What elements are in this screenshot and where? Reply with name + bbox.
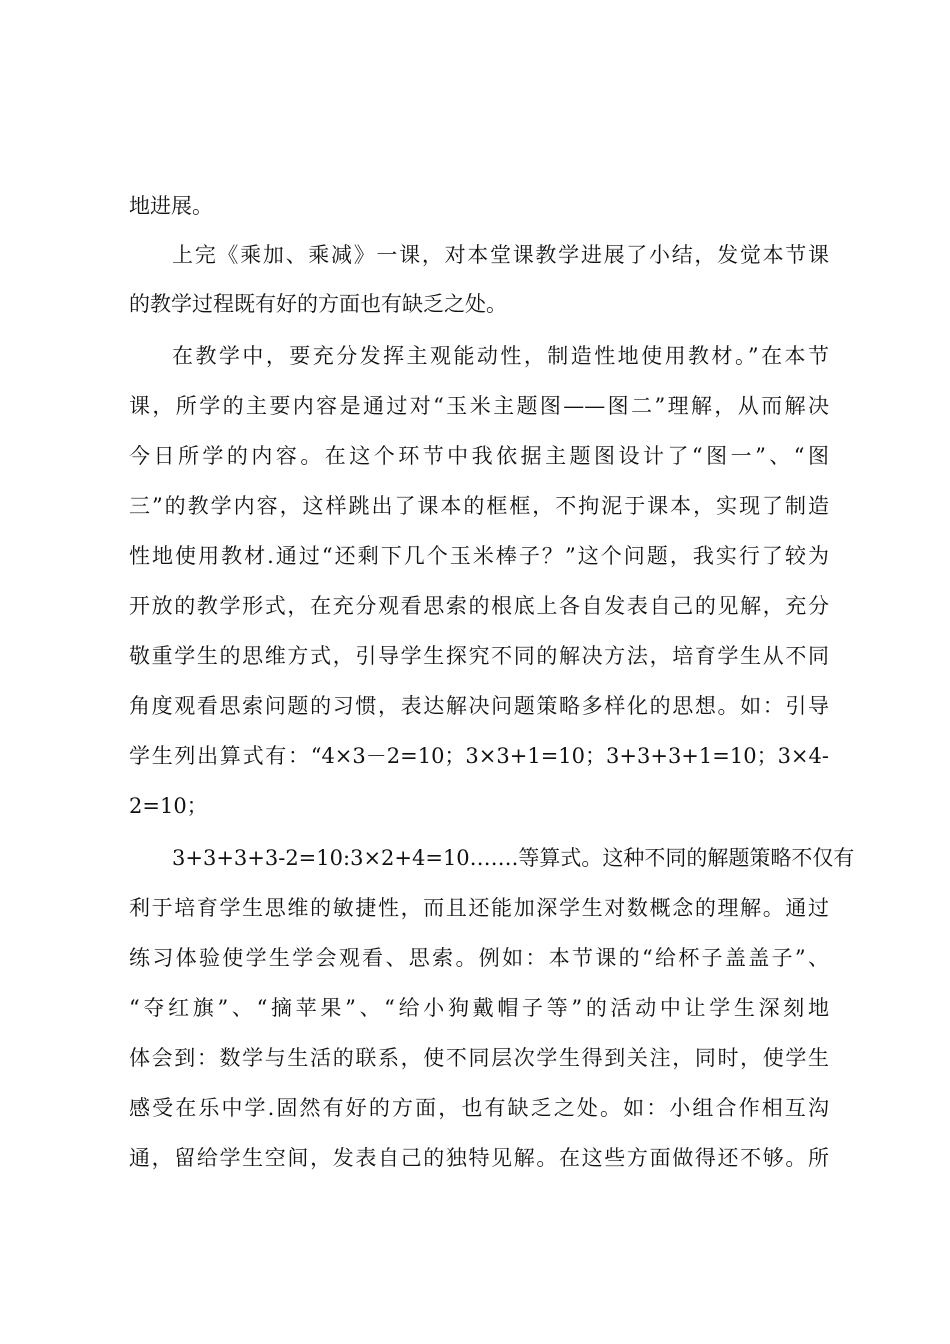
paragraph-line-5: 课，所学的主要内容是通过对“玉米主题图——图二”理解，从而解决 — [129, 394, 829, 418]
paragraph-line-9: 开放的教学形式，在充分观看思索的根底上各自发表自己的见解，充分 — [129, 594, 829, 618]
paragraph-line-1: 地进展。 — [129, 194, 213, 218]
paragraph-line-15: 利于培育学生思维的敏捷性，而且还能加深学生对数概念的理解。通过 — [129, 896, 829, 920]
paragraph-line-12: 学生列出算式有：“4×3－2=10；3×3+1=10；3+3+3+1=10；3×4- — [129, 744, 829, 768]
paragraph-line-4: 在教学中，要充分发挥主观能动性，制造性地使用教材。”在本节 — [172, 344, 829, 368]
paragraph-line-6: 今日所学的内容。在这个环节中我依据主题图设计了“图一”、“图 — [129, 444, 829, 468]
paragraph-line-16: 练习体验使学生学会观看、思索。例如：本节课的“给杯子盖盖子”、 — [129, 946, 829, 970]
paragraph-line-13: 2=10； — [129, 794, 208, 818]
paragraph-line-3: 的教学过程既有好的方面也有缺乏之处。 — [129, 292, 507, 316]
paragraph-line-17: “夺红旗”、“摘苹果”、“给小狗戴帽子等”的活动中让学生深刻地 — [129, 996, 829, 1020]
paragraph-line-10: 敬重学生的思维方式，引导学生探究不同的解决方法，培育学生从不同 — [129, 644, 829, 668]
paragraph-line-2: 上完《乘加、乘减》一课，对本堂课教学进展了小结，发觉本节课 — [172, 243, 829, 267]
paragraph-line-7: 三”的教学内容，这样跳出了课本的框框，不拘泥于课本，实现了制造 — [129, 494, 829, 518]
paragraph-line-20: 通，留给学生空间，发表自己的独特见解。在这些方面做得还不够。所 — [129, 1146, 829, 1170]
paragraph-line-11: 角度观看思索问题的习惯，表达解决问题策略多样化的思想。如：引导 — [129, 694, 829, 718]
paragraph-line-18: 体会到：数学与生活的联系，使不同层次学生得到关注，同时，使学生 — [129, 1046, 829, 1070]
paragraph-line-8: 性地使用教材.通过“还剩下几个玉米棒子？”这个问题，我实行了较为 — [129, 544, 829, 568]
paragraph-line-14: 3+3+3+3-2=10:3×2+4=10…….等算式。这种不同的解题策略不仅有 — [172, 846, 855, 870]
paragraph-line-19: 感受在乐中学.固然有好的方面，也有缺乏之处。如：小组合作相互沟 — [129, 1096, 829, 1120]
